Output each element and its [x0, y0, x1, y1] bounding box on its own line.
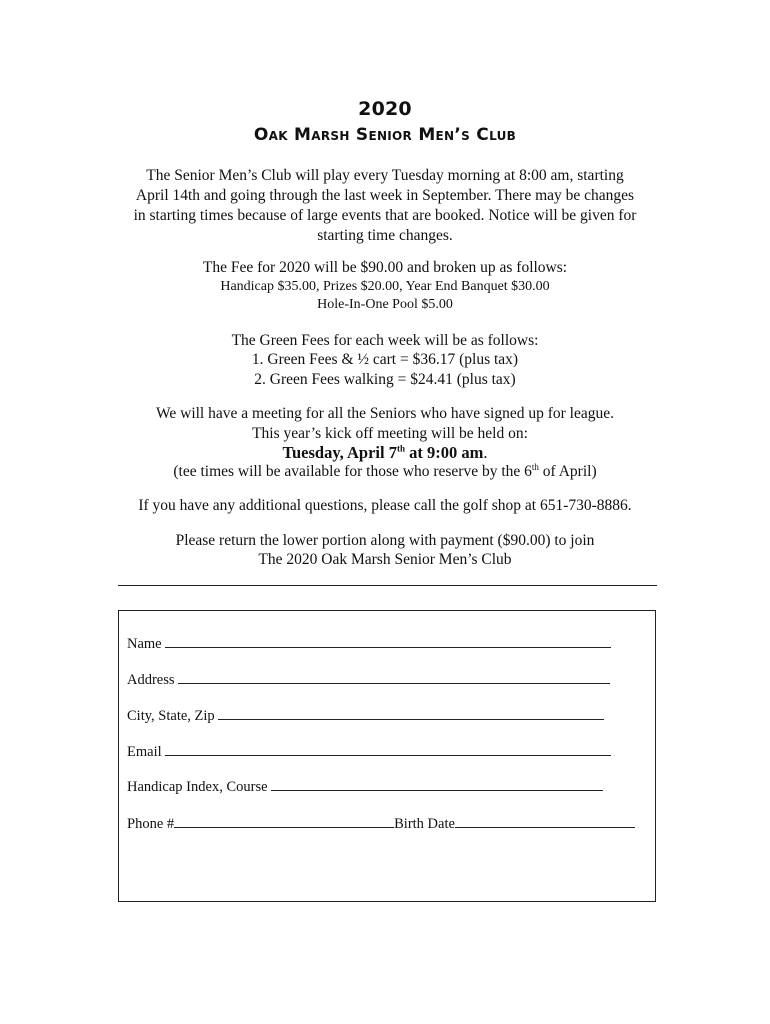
intro-line-1: The Senior Men’s Club will play every Tuesday morning at 8:00 am, starting [146, 167, 624, 184]
meeting-line-2: This year’s kick off meeting will be held on: [252, 425, 528, 442]
return-note-line-2: The 2020 Oak Marsh Senior Men’s Club [258, 551, 512, 568]
city-state-zip-field[interactable] [127, 705, 604, 725]
address-field[interactable] [127, 669, 610, 689]
phone-label: Phone # [127, 816, 175, 832]
birth-date-blank[interactable] [455, 813, 635, 828]
meeting-date [0, 443, 770, 463]
green-fees-heading: The Green Fees for each week will be as follows: [231, 332, 539, 349]
email-label: Email [127, 744, 162, 760]
tee-times-end: of April) [538, 463, 597, 480]
intro-line-2: April 14th and going through the last week in September. There may be changes [135, 187, 635, 204]
handicap-course-field[interactable] [127, 776, 603, 796]
fee-breakdown-1: Handicap $35.00, Prizes $20.00, Year End Banquet $30.00 [220, 279, 550, 294]
green-fees-item-2: 2. Green Fees walking = $24.41 (plus tax) [254, 371, 516, 388]
handicap-course-blank[interactable] [271, 776, 603, 791]
address-blank[interactable] [178, 669, 610, 684]
green-fees-item-1: 1. Green Fees & ½ cart = $36.17 (plus tax) [251, 351, 519, 368]
phone-blank[interactable] [174, 813, 394, 828]
meeting-date-sup: th [396, 443, 405, 454]
name-blank[interactable] [165, 633, 611, 648]
birth-date-label: Birth Date [394, 816, 455, 832]
registration-form [118, 610, 656, 902]
city-state-zip-label: City, State, Zip [127, 708, 215, 724]
phone-birth-row [127, 813, 635, 833]
city-state-zip-blank[interactable] [218, 705, 604, 720]
handicap-course-label: Handicap Index, Course [127, 779, 268, 795]
meeting-line-1: We will have a meeting for all the Seniors who have signed up for league. [155, 405, 614, 422]
tear-off-divider [118, 585, 657, 586]
fee-heading: The Fee for 2020 will be $90.00 and broken up as follows: [202, 259, 568, 276]
contact-line: If you have any additional questions, please call the golf shop at 651-730-8886. [138, 497, 632, 514]
return-note-line-1: Please return the lower portion along with payment ($90.00) to join [175, 532, 595, 549]
intro-line-3: in starting times because of large events that are booked. Notice will be given for [133, 207, 637, 224]
club-title: Oak Marsh Senior Men’s Club [253, 125, 517, 145]
name-label: Name [127, 636, 162, 652]
name-field[interactable] [127, 633, 611, 653]
address-label: Address [127, 672, 175, 688]
tee-times-note [0, 462, 770, 482]
tee-times-sup: th [531, 461, 539, 472]
fee-breakdown-2: Hole-In-One Pool $5.00 [317, 297, 453, 312]
meeting-date-text: Tuesday, April 7 [282, 443, 397, 462]
meeting-time: at 9:00 am [405, 443, 484, 462]
meeting-date-period: . [483, 443, 488, 462]
year-heading: 2020 [358, 98, 412, 120]
intro-line-4: starting time changes. [317, 227, 453, 244]
tee-times-text: (tee times will be available for those who reserve by the 6 [173, 463, 532, 480]
email-blank[interactable] [165, 741, 611, 756]
email-field[interactable] [127, 741, 611, 761]
intro-paragraph [0, 166, 770, 246]
